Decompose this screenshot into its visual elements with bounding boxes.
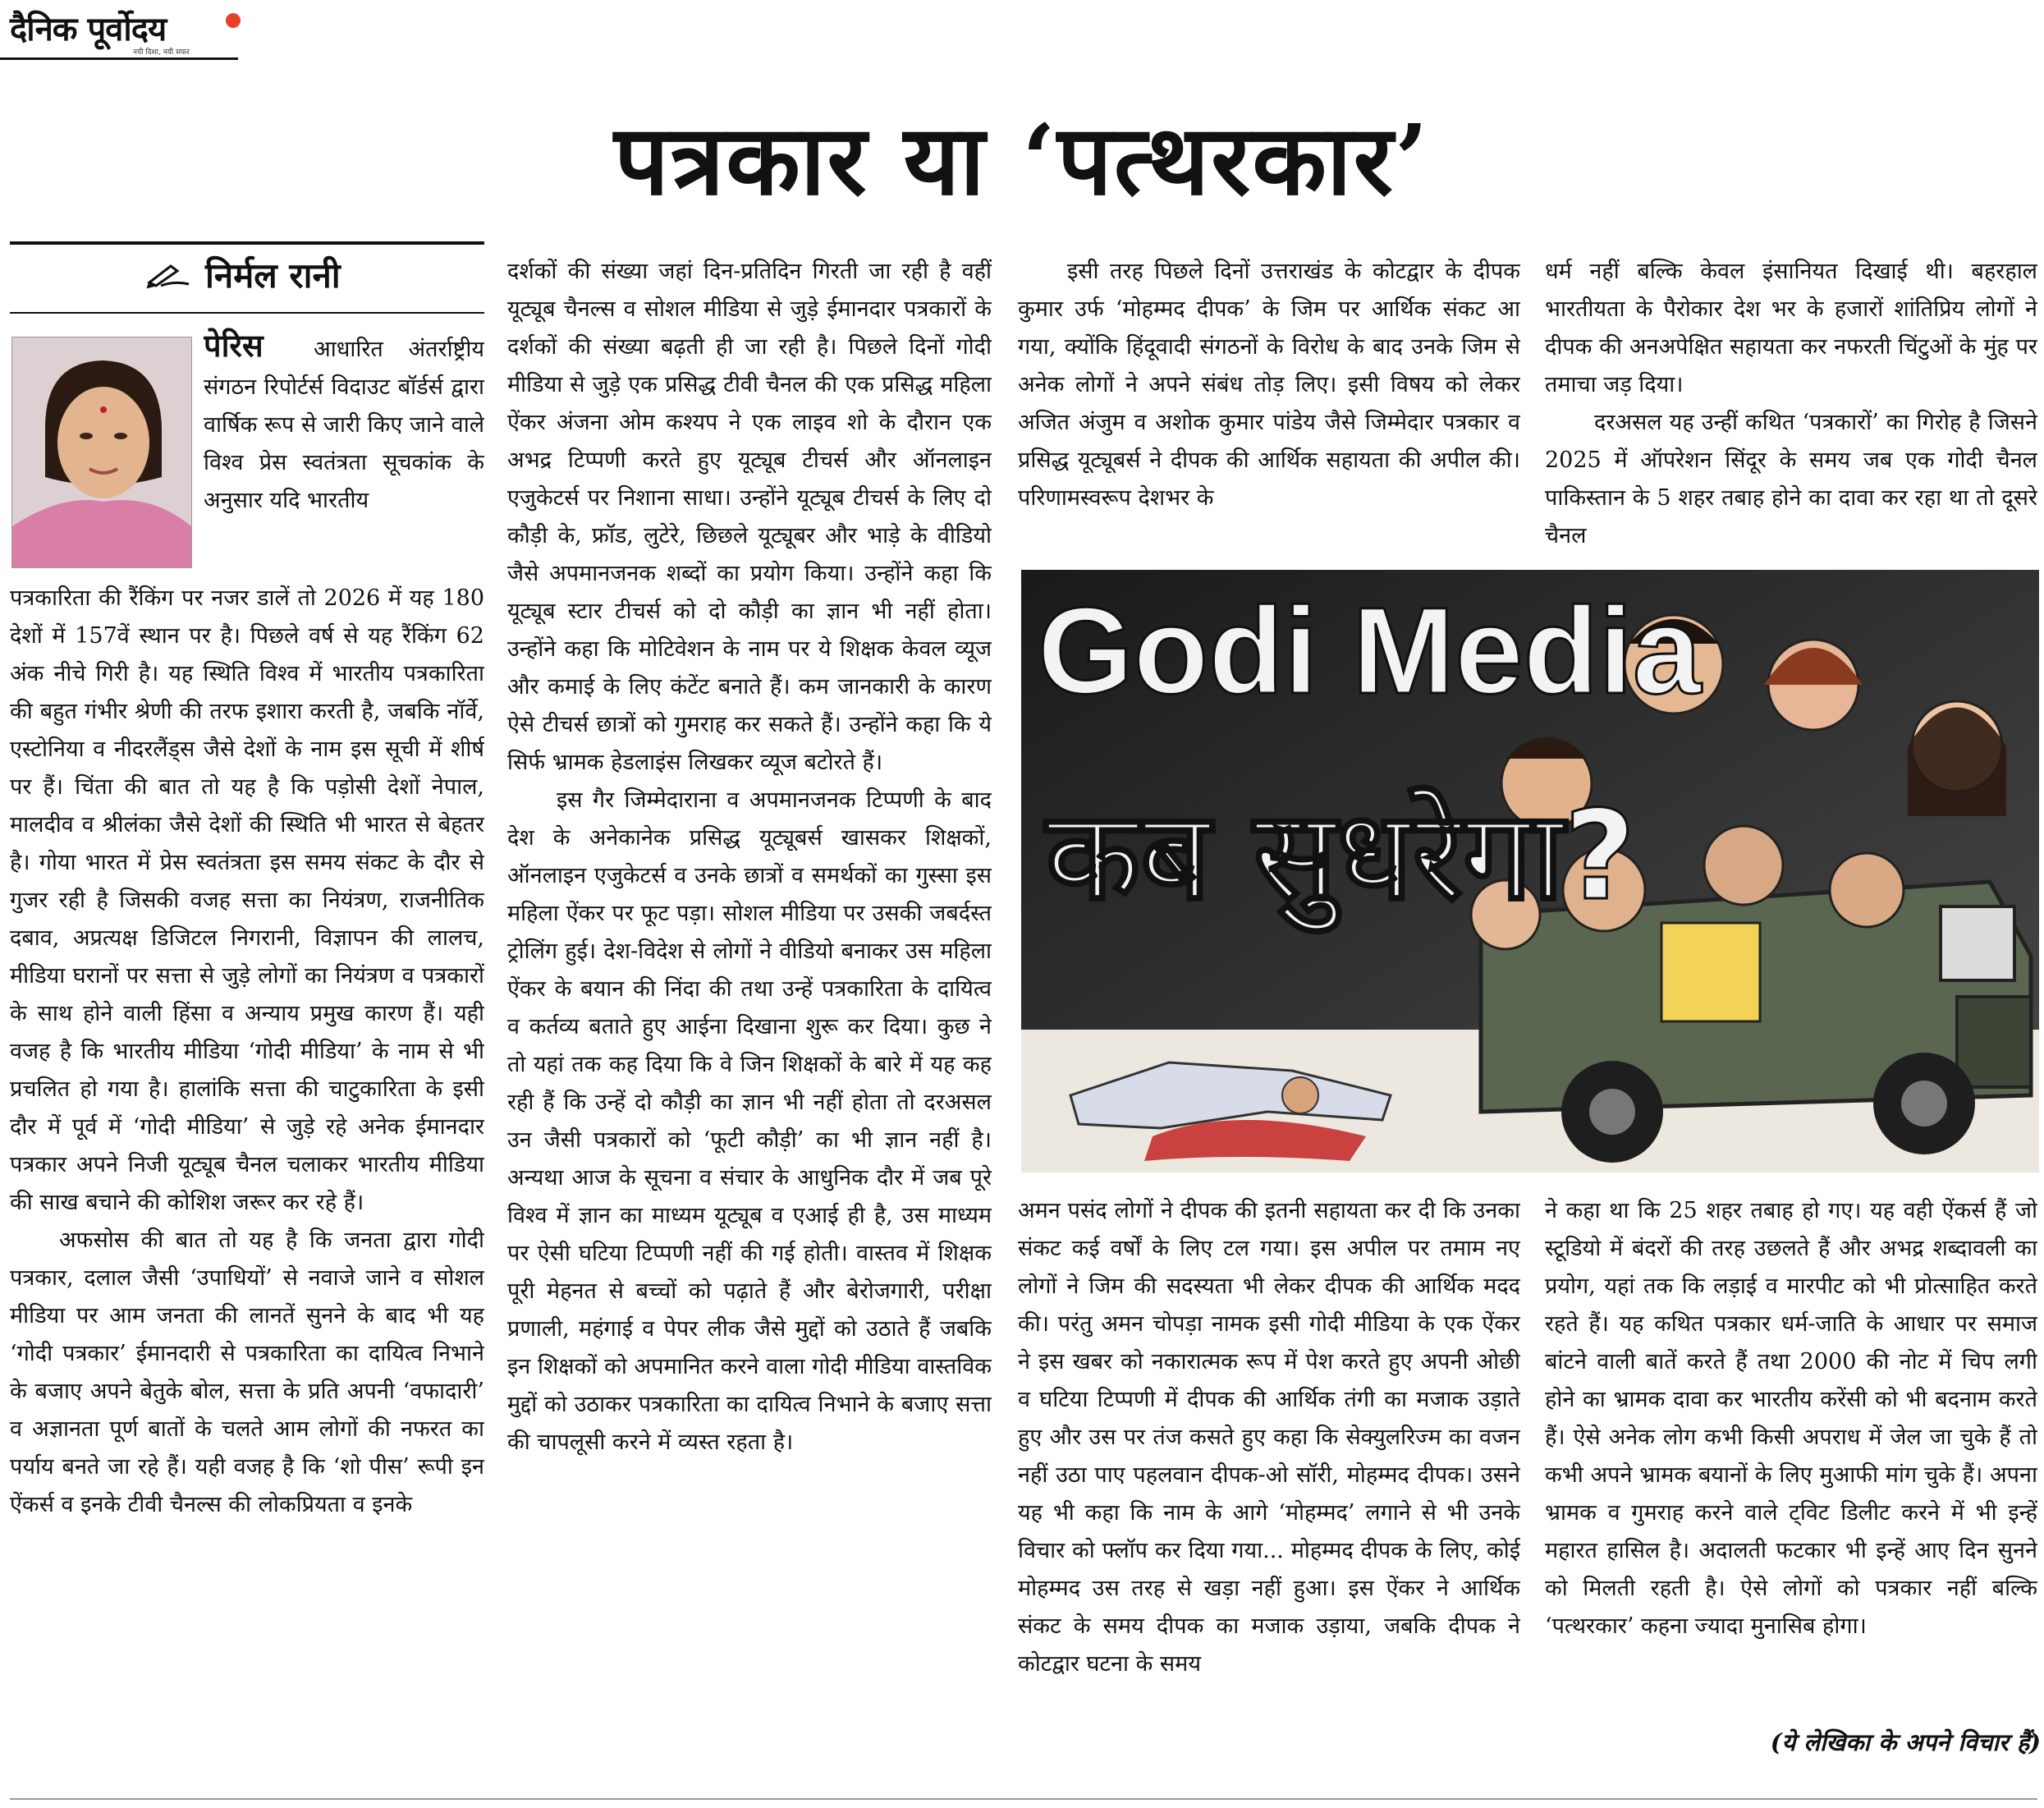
col1-paragraph-1: पत्रकारिता की रैंकिंग पर नजर डालें तो 2026 में यह 180 देशों में 157वें स्थान पर है। पिछले वर्ष से यह रैंकिंग 62 अंक नीचे गिरी है। यह स्थिति विश्व में भारतीय पत्रकारिता की बहुत गंभीर श्रेणी की तरफ इशारा करती है, जबकि नॉर्वे, एस्टोनिया व नीदरलैंड्स जैसे देशों के नाम इस सूची में शीर्ष पर हैं। चिंता की बात तो यह है कि पड़ोसी देशों नेपाल, मालदीव व श्रीलंका जैसे देशों की स्थिति भी भारत से बेहतर है। गोया भारत में प्रेस स्वतंत्रता इस समय संकट के दौर से गुजर रही है जिसकी वजह सत्ता का नियंत्रण, राजनीतिक दबाव, अप्रत्यक्ष डिजिटल निगरानी, विज्ञापन की लालच, मीडिया घरानों पर सत्ता से जुड़े लोगों का नियंत्रण व पत्रकारों के साथ होने वाली हिंसा व अन्याय प्रमुख कारण हैं। यही वजह है कि भारतीय मीडिया ‘गोदी मीडिया’ के नाम से भी प्रचलित हो गया है। हालांकि सत्ता की चाटुकारिता के इसी दौर में पूर्व में ‘गोदी मीडिया’ से जुड़े रहे अनेक ईमानदार पत्रकार अपने निजी यूट्यूब चैनल चलाकर भारतीय मीडिया की साख बचाने की कोशिश जरूर कर रहे हैं। [10, 585, 484, 1215]
author-bottom-rule [10, 312, 484, 314]
article-col1-wrap [204, 327, 484, 573]
article-col3-top [1018, 253, 1520, 555]
masthead-name: दैनिक पूर्वोदय [10, 11, 167, 48]
article-col2 [507, 253, 992, 1785]
col2-paragraph-2: इस गैर जिम्मेदाराना व अपमानजनक टिप्पणी के बाद देश के अनेकानेक प्रसिद्ध यूट्यूबर्स खासकर शिक्षकों, ऑनलाइन एजुकेटर्स व उनके छात्रों व समर्थकों का गुस्सा इस महिला ऐंकर पर फूट पड़ा। सोशल मीडिया पर उसकी जबर्दस्त ट्रोलिंग हुई। देश-विदेश से लोगों ने वीडियो बनाकर उस महिला ऐंकर के बयान की निंदा की तथा उन्हें पत्रकारिता के दायित्व व कर्तव्य बताते हुए आईना दिखाना शुरू कर दिया। कुछ ने तो यहां तक कह दिया कि वे जिन शिक्षकों के बारे में यह कह रही हैं कि उन्हें दो कौड़ी का ज्ञान भी नहीं होता तो दरअसल उन जैसी पत्रकारों को ‘फूटी कौड़ी’ का भी ज्ञान नहीं है। अन्यथा आज के सूचना व संचार के आधुनिक दौर में जब पूरे विश्व में ज्ञान का माध्यम यूट्यूब व एआई ही है, उस माध्यम पर ऐसी घटिया टिप्पणी नहीं की गई होती। वास्तव में शिक्षक पूरी मेहनत से बच्चों को पढ़ाते हैं और बेरोजगारी, परीक्षा प्रणाली, महंगाई व पेपर लीक जैसे मुद्दों को उठाते हैं जबकि इन शिक्षकों को अपमानित करने वाला गोदी मीडिया वास्तविक मुद्दों को उठाकर पत्रकारिता का दायित्व निभाने के बजाए सत्ता की चापलूसी करने में व्यस्त रहता है। [507, 787, 992, 1455]
author-signoff: (ये लेखिका के अपने विचार हैं) [1770, 1728, 2041, 1756]
col4-top-paragraph-2: दरअसल यह उन्हीं कथित ‘पत्रकारों’ का गिरोह है जिसने 2025 में ऑपरेशन सिंदूर के समय जब एक गोदी चैनल पाकिस्तान के 5 शहर तबाह होने का दावा कर रहा था तो दूसरे चैनल [1545, 410, 2037, 548]
cartoon-caption-line1: Godi Media [1038, 581, 1702, 719]
masthead-tagline: नयी दिशा, नयी सफर [133, 48, 190, 57]
masthead [10, 5, 256, 57]
page-bottom-rule [10, 1798, 2037, 1800]
col4-top-paragraph-1: धर्म नहीं बल्कि केवल इंसानियत दिखाई थी। बहरहाल भारतीयता के पैरोकार देश भर के हजारों शांतिप्रिय लोगों ने दीपक की अनअपेक्षित सहायता कर नफरती चिंटुओं के मुंह पर तमाचा जड़ दिया। [1545, 259, 2037, 397]
col3-top-paragraph: इसी तरह पिछले दिनों उत्तराखंड के कोटद्वार के दीपक कुमार उर्फ ‘मोहम्मद दीपक’ के जिम पर आर्थिक संकट आ गया, क्योंकि हिंदूवादी संगठनों के विरोध के बाद उनके जिम से अनेक लोगों ने अपने संबंध तोड़ लिए। इसी विषय को लेकर अजित अंजुम व अशोक कुमार पांडेय जैसे जिम्मेदार पत्रकार व प्रसिद्ध यूट्यूबर्स ने दीपक की आर्थिक सहायता की अपील की। परिणामस्वरूप देशभर के [1018, 259, 1520, 511]
masthead-logo-icon [226, 13, 241, 28]
headline: पत्रकार या ‘पत्थरकार’ [614, 103, 1430, 217]
col1-wrap-text: आधारित अंतर्राष्ट्रीय संगठन रिपोर्टर्स विदाउट बॉर्डर्स द्वारा वार्षिक रूप से जारी किए जाने वाले विश्व प्रेस स्वतंत्रता सूचकांक के अनुसार यदि भारतीय [204, 337, 484, 513]
author-name: निर्मल रानी [205, 255, 341, 296]
article-col4-top [1545, 253, 2037, 555]
col2-paragraph-1: दर्शकों की संख्या जहां दिन-प्रतिदिन गिरती जा रही है वहीं यूट्यूब चैनल्स व सोशल मीडिया से जुड़े ईमानदार पत्रकारों के दर्शकों की संख्या बढ़ती ही जा रही है। पिछले दिनों गोदी मीडिया से जुड़े एक प्रसिद्ध टीवी चैनल की एक प्रसिद्ध महिला ऐंकर अंजना ओम कश्यप ने एक लाइव शो के दौरान एक अभद्र टिप्पणी करते हुए यूट्यूब टीचर्स और ऑनलाइन एजुकेटर्स पर निशाना साधा। उन्होंने यूट्यूब टीचर्स के लिए दो कौड़ी के, फ्रॉड, लुटेरे, छिछले यूट्यूबर और भाड़े के वीडियो जैसे अपमानजनक शब्दों का प्रयोग किया। उन्होंने कहा कि यूट्यूब स्टार टीचर्स को दो कौड़ी का ज्ञान भी नहीं होता। उन्होंने कहा कि मोटिवेशन के नाम पर ये शिक्षक केवल व्यूज और कमाई के लिए कंटेंट बनाते हैं। कम जानकारी के कारण ऐसे टीचर्स छात्रों को गुमराह कर सकते हैं। उन्होंने कहा कि ये सिर्फ भ्रामक हेडलाइंस लिखकर व्यूज बटोरते हैं। [507, 259, 992, 775]
cartoon-caption-line2: कब सुधरेगा? [1046, 785, 1636, 928]
masthead-rule [0, 57, 238, 60]
article-col3-bottom [1018, 1192, 1520, 1785]
author-photo [11, 337, 192, 568]
article-col1 [10, 580, 484, 1785]
col1-paragraph-2: अफसोस की बात तो यह है कि जनता द्वारा गोदी पत्रकार, दलाल जैसी ‘उपाधियों’ से नवाजे जाने व सोशल मीडिया पर आम जनता की लानतें सुनने के बाद भी यह ‘गोदी पत्रकार’ ईमानदारी से पत्रकारिता का दायित्व निभाने के बजाए अपने बेतुके बोल, सत्ता के प्रति अपनी ‘वफादारी’ व अज्ञानता पूर्ण बातों के चलते आम लोगों की नफरत का पर्याय बनते जा रहे हैं। यही वजह है कि ‘शो पीस’ रूपी इन ऐंकर्स व इनके टीवी चैनल्स की लोकप्रियता व इनके [10, 1228, 484, 1517]
lead-word: पेरिस [204, 327, 264, 364]
cartoon-image [1021, 570, 2039, 1172]
col4-bottom-paragraph: ने कहा था कि 25 शहर तबाह हो गए। यह वही ऐंकर्स हैं जो स्टूडियो में बंदरों की तरह उछलते हैं और अभद्र शब्दावली का प्रयोग, यहां तक कि लड़ाई व मारपीट को भी प्रोत्साहित करते रहते हैं। यह कथित पत्रकार धर्म-जाति के आधार पर समाज बांटने वाली बातें करते हैं तथा 2000 की नोट में चिप लगी होने का भ्रामक दावा कर भारतीय करेंसी को भी बदनाम करते हैं। ऐसे अनेक लोग कभी किसी अपराध में जेल जा चुके हैं तो कभी अपने भ्रामक बयानों के लिए मुआफी मांग चुके हैं। अपना भ्रामक व गुमराह करने वाले ट्विट डिलीट करने में भी इन्हें महारत हासिल है। अदालती फटकार भी इन्हें आए दिन सुनने को मिलती रहती है। ऐसे लोगों को पत्रकार नहीं बल्कि ‘पत्थरकार’ कहना ज्यादा मुनासिब होगा। [1545, 1198, 2037, 1639]
pen-icon [146, 261, 192, 289]
article-col4-bottom [1545, 1192, 2037, 1726]
col3-bottom-paragraph: अमन पसंद लोगों ने दीपक की इतनी सहायता कर दी कि उनका संकट कई वर्षों के लिए टल गया। इस अपील पर तमाम नए लोगों ने जिम की सदस्यता भी लेकर दीपक की आर्थिक मदद की। परंतु अमन चोपड़ा नामक इसी गोदी मीडिया के एक ऐंकर ने इस खबर को नकारात्मक रूप में पेश करते हुए अपनी ओछी व घटिया टिप्पणी में दीपक की आर्थिक तंगी का मजाक उड़ाते हुए और उस पर तंज कसते हुए कहा कि सेक्युलरिज्म का वजन नहीं उठा पाए पहलवान दीपक-ओ सॉरी, मोहम्मद दीपक। उसने यह भी कहा कि नाम के आगे ‘मोहम्मद’ लगाने से भी उनके विचार को फ्लॉप कर दिया गया... मोहम्मद दीपक के लिए, कोई मोहम्मद उस तरह से खड़ा नहीं हुआ। इस ऐंकर ने आर्थिक संकट के समय दीपक का मजाक उड़ाया, जबकि दीपक ने कोटद्वार घटना के समय [1018, 1198, 1520, 1677]
author-top-rule [10, 241, 484, 245]
